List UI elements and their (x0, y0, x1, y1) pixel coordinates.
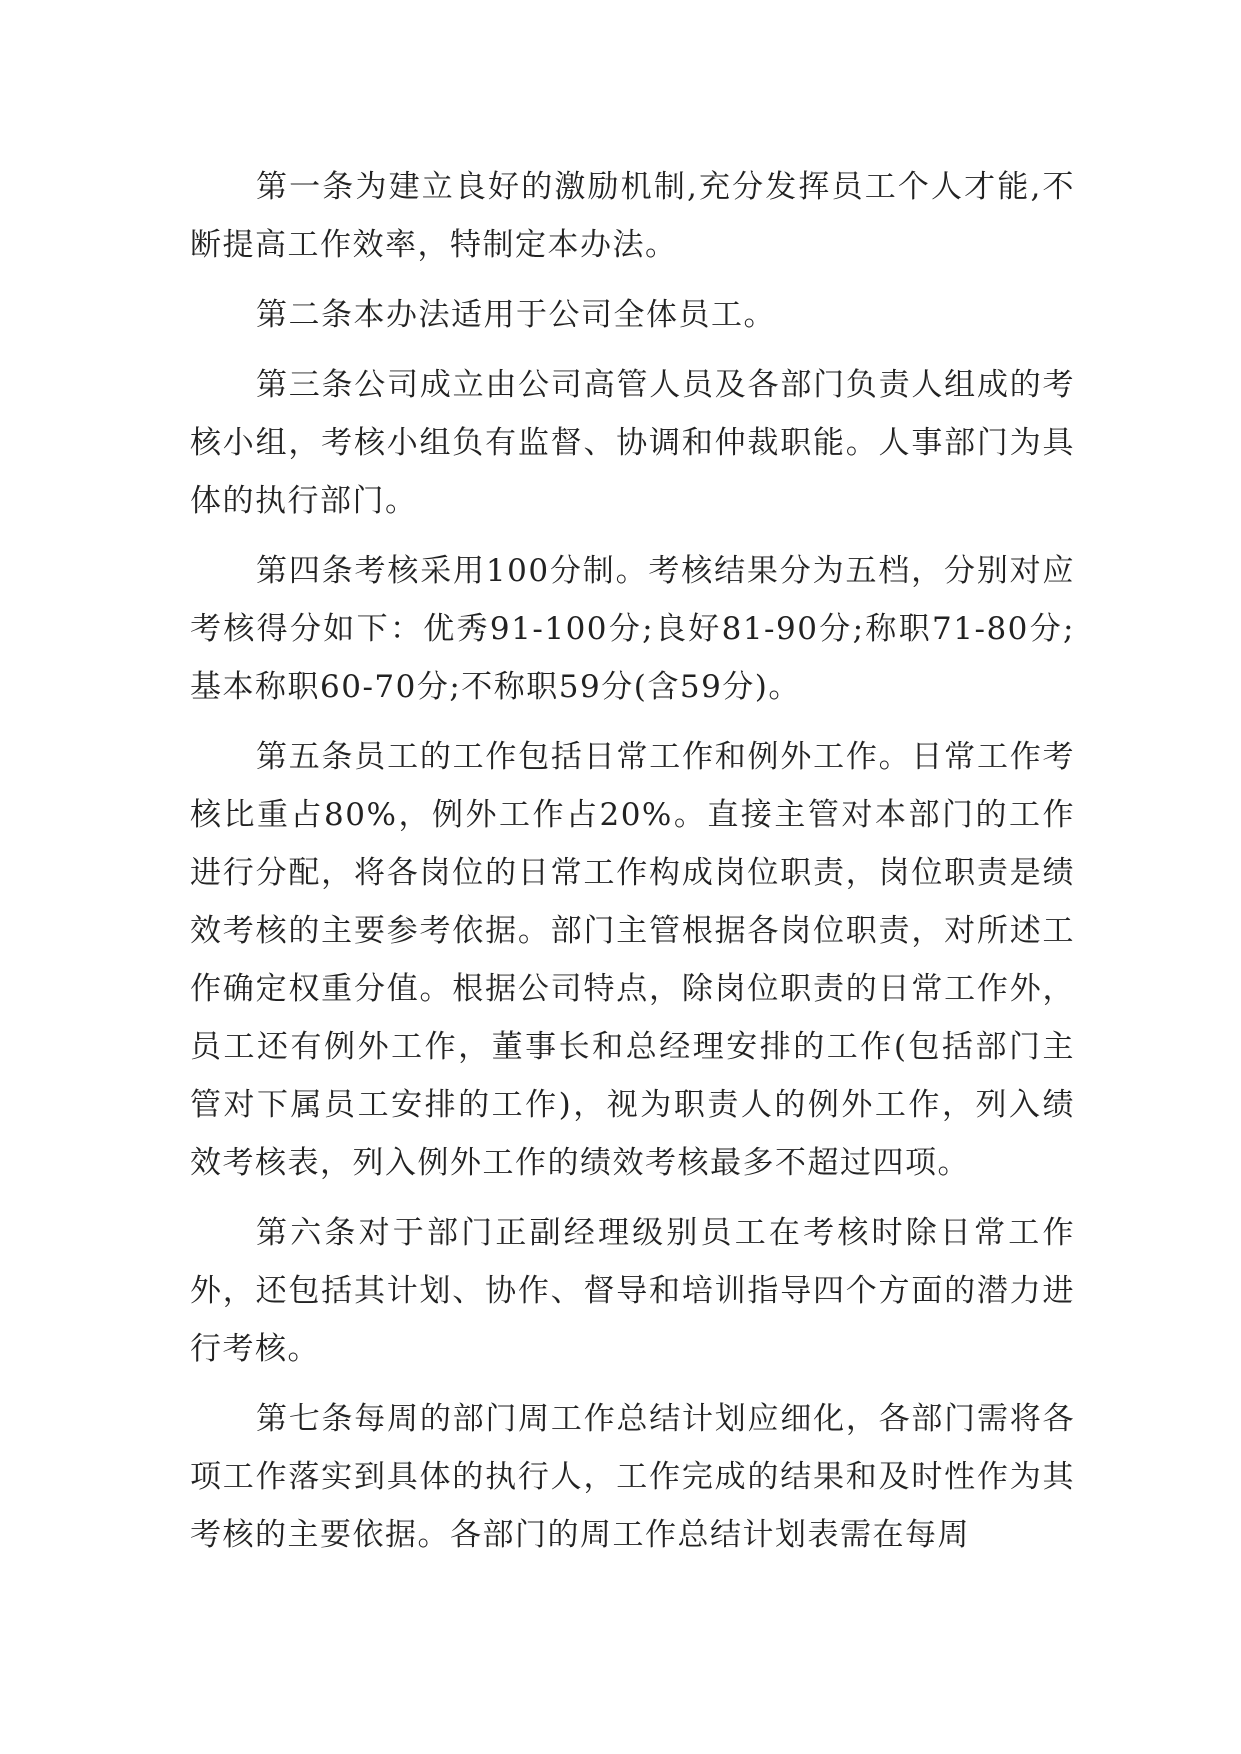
article-7-paragraph: 第七条每周的部门周工作总结计划应细化，各部门需将各项工作落实到具体的执行人，工作完成的结果和及时性作为其考核的主要依据。各部门的周工作总结计划表需在每周 (190, 1401, 1075, 1553)
article-6-paragraph: 第六条对于部门正副经理级别员工在考核时除日常工作外，还包括其计划、协作、督导和培训指导四个方面的潜力进行考核。 (190, 1215, 1075, 1367)
article-5-paragraph: 第五条员工的工作包括日常工作和例外工作。日常工作考核比重占80%，例外工作占20%。直接主管对本部门的工作进行分配，将各岗位的日常工作构成岗位职责，岗位职责是绩效考核的主要参考依据。部门主管根据各岗位职责，对所述工作确定权重分值。根据公司特点，除岗位职责的日常工作外，员工还有例外工作，董事长和总经理安排的工作(包括部门主管对下属员工安排的工作)，视为职责人的例外工作，列入绩效考核表，列入例外工作的绩效考核最多不超过四项。 (190, 739, 1075, 1181)
article-3-paragraph: 第三条公司成立由公司高管人员及各部门负责人组成的考核小组，考核小组负有监督、协调和仲裁职能。人事部门为具体的执行部门。 (190, 367, 1075, 519)
article-1-paragraph: 第一条为建立良好的激励机制,充分发挥员工个人才能,不断提高工作效率，特制定本办法。 (190, 169, 1075, 263)
document-body (190, 158, 1075, 1564)
article-2-paragraph: 第二条本办法适用于公司全体员工。 (256, 297, 776, 333)
article-4-paragraph: 第四条考核采用100分制。考核结果分为五档，分别对应考核得分如下：优秀91-100分;良好81-90分;称职71-80分;基本称职60-70分;不称职59分(含59分)。 (190, 553, 1075, 705)
